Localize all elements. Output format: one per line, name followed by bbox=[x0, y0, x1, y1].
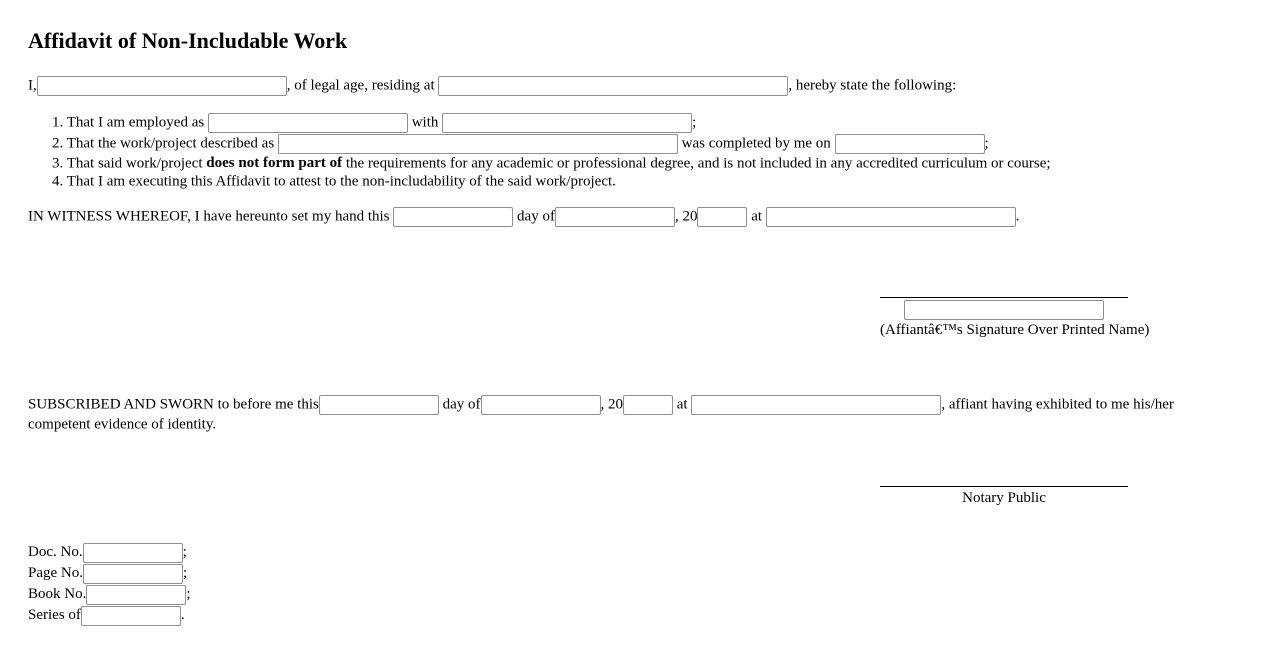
witness-month-input[interactable] bbox=[555, 207, 675, 227]
affiant-signature-caption: (Affiantâ€™s Signature Over Printed Name) bbox=[880, 322, 1150, 338]
registry-book-suffix: ; bbox=[186, 586, 191, 602]
subscribed-day-of: day of bbox=[442, 396, 481, 413]
item-2-completed-text: was completed by me on bbox=[681, 135, 831, 152]
intro-residing-text: , of legal age, residing at bbox=[286, 77, 435, 94]
subscribed-year-input[interactable] bbox=[623, 395, 673, 415]
subscribed-line-2-text: competent evidence of identity. bbox=[28, 416, 217, 433]
witness-day-of: day of bbox=[517, 208, 555, 225]
series-year-input[interactable] bbox=[81, 606, 181, 626]
affiant-signature-input-row bbox=[880, 298, 1128, 320]
registry-book-label: Book No. bbox=[28, 586, 87, 602]
affiant-signature-block bbox=[880, 297, 1150, 340]
page-number-input[interactable] bbox=[83, 564, 183, 584]
witness-end: . bbox=[1015, 208, 1020, 225]
statement-item-4 bbox=[52, 170, 616, 192]
item-3-suffix: the requirements for any academic or professional degree, and is not included in any accredited curriculum or course; bbox=[345, 155, 1051, 172]
registry-page-label: Page No. bbox=[28, 565, 83, 581]
witness-at: at bbox=[751, 208, 763, 225]
witness-year-input[interactable] bbox=[697, 207, 747, 227]
registry-doc-suffix: ; bbox=[182, 544, 187, 560]
registry-series-suffix: . bbox=[180, 607, 185, 623]
registry-doc-label: Doc. No. bbox=[28, 544, 83, 560]
registry-doc-row bbox=[28, 542, 187, 563]
item-1-with-text: with bbox=[411, 114, 439, 131]
subscribed-comma-20: , 20 bbox=[600, 396, 623, 413]
notary-signature-block bbox=[880, 486, 1128, 508]
registry-series-row bbox=[28, 605, 185, 626]
completion-date-input[interactable] bbox=[835, 134, 985, 154]
intro-prefix: I, bbox=[28, 77, 37, 94]
registry-book-row bbox=[28, 584, 191, 605]
employer-input[interactable] bbox=[442, 113, 692, 133]
witness-place-input[interactable] bbox=[766, 207, 1016, 227]
intro-suffix: , hereby state the following: bbox=[788, 77, 957, 94]
subscribed-day-input[interactable] bbox=[319, 395, 439, 415]
subscribed-place-input[interactable] bbox=[691, 395, 941, 415]
witness-day-input[interactable] bbox=[393, 207, 513, 227]
item-2-suffix: ; bbox=[984, 135, 989, 152]
residence-address-input[interactable] bbox=[438, 76, 788, 96]
affiant-name-input[interactable] bbox=[37, 76, 287, 96]
subscribed-at: at bbox=[676, 396, 688, 413]
page-title: Affidavit of Non-Includable Work bbox=[28, 28, 348, 53]
witness-line bbox=[28, 205, 1020, 227]
item-2-prefix: 2. That the work/project described as bbox=[52, 135, 275, 152]
job-title-input[interactable] bbox=[208, 113, 408, 133]
work-description-input[interactable] bbox=[278, 134, 678, 154]
witness-prefix: IN WITNESS WHEREOF, I have hereunto set my hand this bbox=[28, 208, 390, 225]
item-4-text: 4. That I am executing this Affidavit to attest to the non-includability of the said work/project. bbox=[52, 173, 616, 190]
subscribed-month-input[interactable] bbox=[481, 395, 601, 415]
item-3-bold-text: does not form part of bbox=[206, 155, 343, 171]
registry-page-row bbox=[28, 563, 187, 584]
book-number-input[interactable] bbox=[86, 585, 186, 605]
notary-caption: Notary Public bbox=[962, 490, 1046, 506]
statement-item-2 bbox=[52, 132, 989, 154]
subscribed-suffix: , affiant having exhibited to me his/her bbox=[941, 396, 1174, 413]
subscribed-line-2 bbox=[28, 413, 216, 435]
witness-comma-20: , 20 bbox=[674, 208, 698, 225]
registry-series-label: Series of bbox=[28, 607, 81, 623]
subscribed-prefix: SUBSCRIBED AND SWORN to before me this bbox=[28, 396, 319, 413]
subscribed-line bbox=[28, 393, 1174, 415]
statement-item-1 bbox=[52, 111, 696, 133]
registry-page-suffix: ; bbox=[183, 565, 188, 581]
doc-number-input[interactable] bbox=[83, 543, 183, 563]
item-1-prefix: 1. That I am employed as bbox=[52, 114, 205, 131]
item-3-prefix: 3. That said work/project bbox=[52, 155, 203, 172]
item-1-suffix: ; bbox=[692, 114, 697, 131]
affiant-printed-name-input[interactable] bbox=[904, 300, 1104, 320]
intro-line bbox=[28, 74, 956, 96]
